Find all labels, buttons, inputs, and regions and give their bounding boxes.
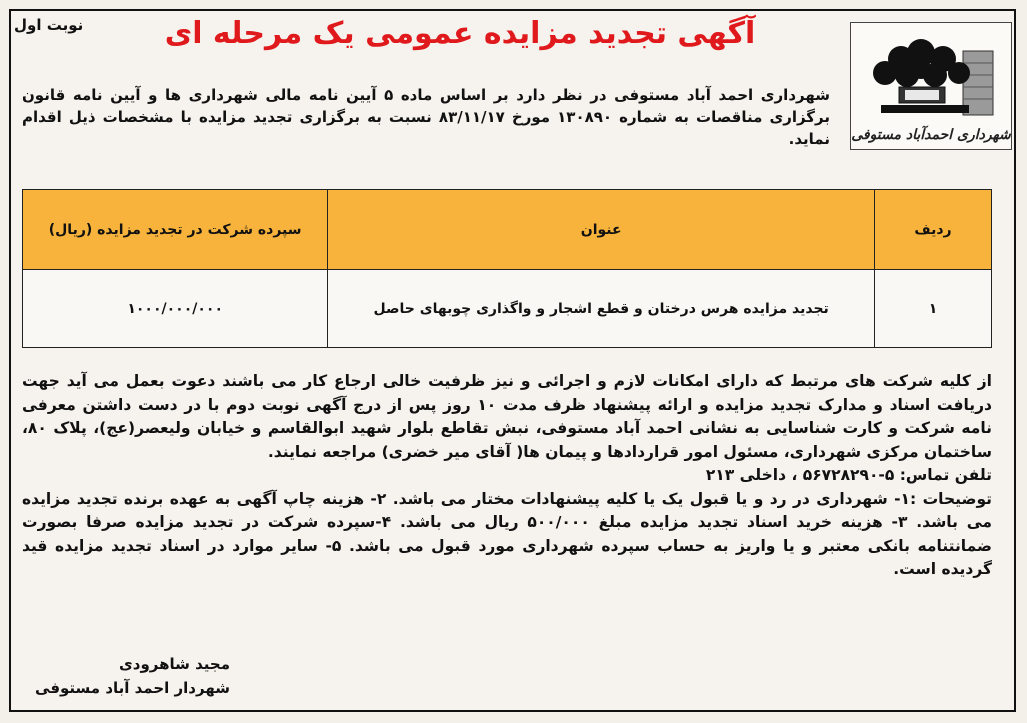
row-subject: تجدید مزایده هرس درختان و قطع اشجار و واگذاری چوبهای حاصل [328, 270, 875, 348]
header-index: ردیف [875, 190, 992, 270]
header-subject: عنوان [328, 190, 875, 270]
auction-table [22, 189, 992, 348]
round-label: نوبت اول [14, 16, 84, 34]
municipality-logo [850, 22, 1012, 150]
signature-block [30, 652, 230, 700]
table-row [23, 270, 992, 348]
logo-caption: شهرداری احمدآباد مستوفی [851, 127, 1011, 143]
header-deposit: سپرده شرکت در تجدید مزایده (ریال) [23, 190, 328, 270]
row-index: ۱ [875, 270, 992, 348]
notice-title: آگهی تجدید مزایده عمومی یک مرحله ای [164, 16, 756, 51]
row-deposit: ۱۰۰۰/۰۰۰/۰۰۰ [23, 270, 328, 348]
invitation-paragraph: از کلیه شرکت های مرتبط که دارای امکانات لازم و اجرائی و نیز ظرفیت خالی ارجاع کار می باشند دعوت بعمل می آید جهت دریافت اسناد و مدارک تجدید مزایده و ارائه پیشنهاد ظرف مدت ۱۰ روز پس از درج آگهی نوبت دوم با در دست داشتن معرفی نامه شرکت و کارت شناسایی به نشانی احمد آباد مستوفی، نبش تقاطع بلوار شهید ابوالقاسم و خیابان ولیعصر(عج)، پلاک ۸۰، ساختمان مرکزی شهرداری، مسئول امور قراردادها و پیمان ها( آقای میر خضری) مراجعه نمایند. [22, 372, 992, 461]
intro-paragraph: شهرداری احمد آباد مستوفی در نظر دارد بر اساس ماده ۵ آیین نامه مالی شهرداری ها و آیین نامه قانون برگزاری مناقصات به شماره ۱۳۰۸۹۰ مورخ ۸۳/۱۱/۱۷ نسبت به برگزاری تجدید مزایده با مشخصات ذیل اقدام نماید. [22, 86, 830, 148]
notes-paragraph: توضیحات :۱- شهرداری در رد و یا قبول یک یا کلیه پیشنهادات مختار می باشد. ۲- هزینه چاپ آگهی به عهده برنده تجدید مزایده می باشد. ۳- هزینه خرید اسناد تجدید مزایده مبلغ ۵۰۰/۰۰۰ ریال می باشد. ۴-سپرده شرکت در تجدید مزایده صرفا بصورت ضمانتنامه بانکی معتبر و یا واریز به حساب سپرده شهرداری مورد قبول می باشد. ۵- سایر موارد در اسناد تجدید مزایده قید گردیده است. [22, 489, 993, 578]
table-header-row [23, 190, 992, 270]
signer-role: شهردار احمد آباد مستوفی [35, 679, 230, 697]
notice-body [22, 370, 992, 582]
contact-phone: تلفن تماس: ۵-۵۶۷۲۸۲۹۰ ، داخلی ۲۱۳ [705, 466, 992, 484]
signer-name: مجید شاهرودی [119, 655, 230, 673]
tree-emblem-icon [851, 23, 1011, 127]
